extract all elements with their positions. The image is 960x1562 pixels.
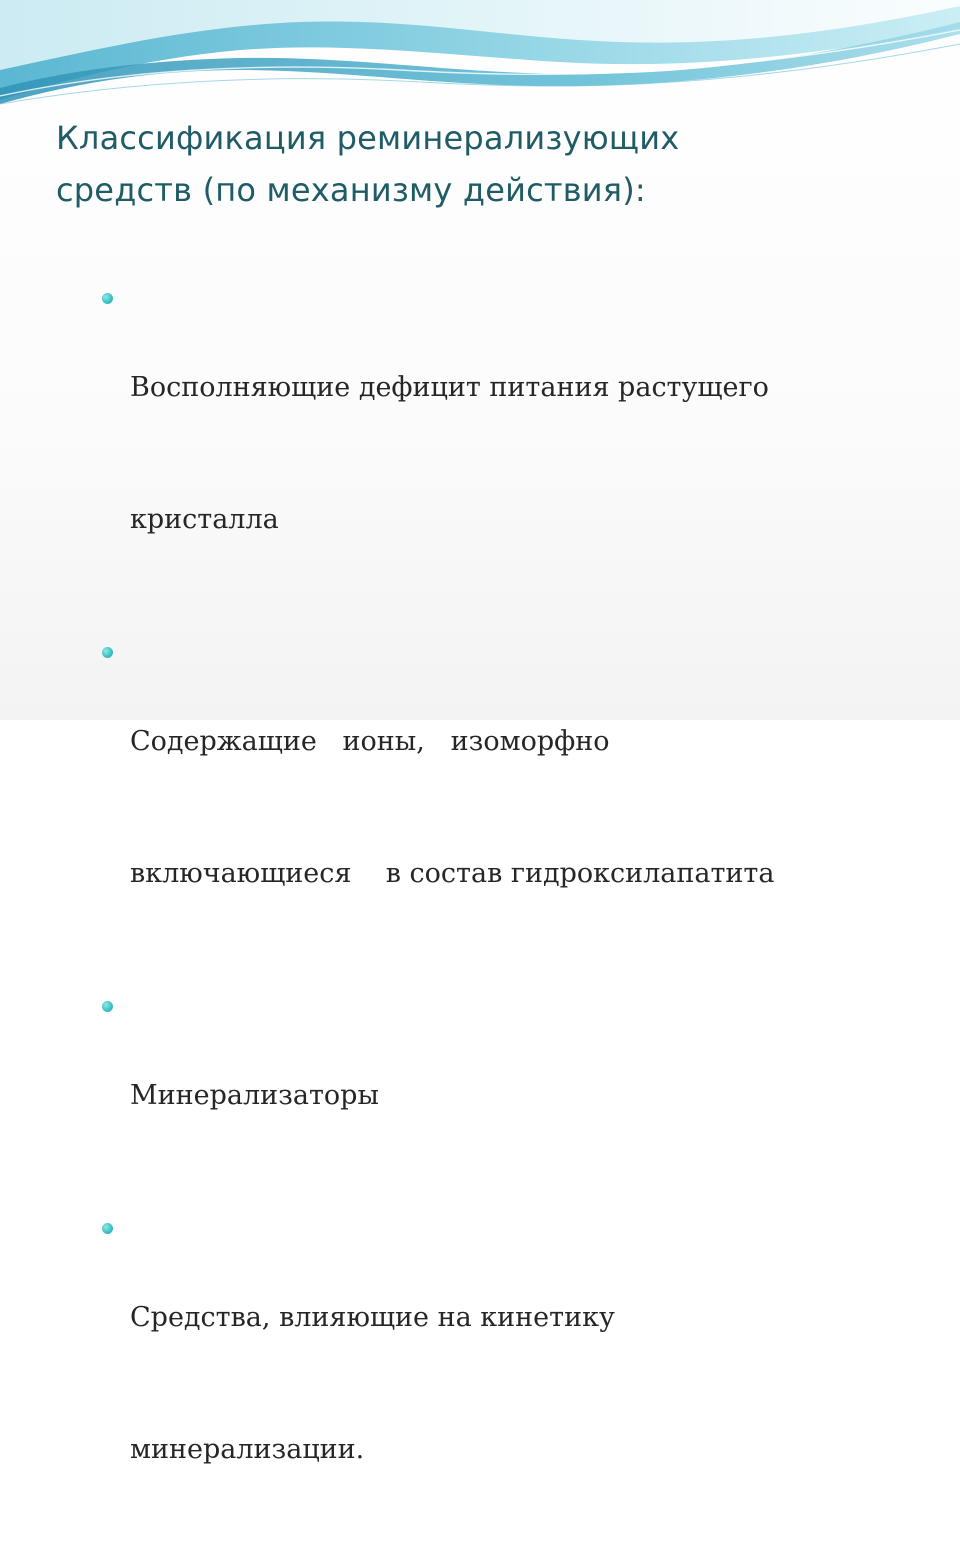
slide-title xyxy=(56,112,916,216)
bullet-dot-icon xyxy=(102,1223,113,1234)
bullet-line: кристалла xyxy=(130,504,279,535)
bullet-list xyxy=(100,278,880,1562)
bullet-text xyxy=(130,1208,880,1560)
bullet-line: минерализации. xyxy=(130,1434,365,1465)
bullet-text xyxy=(130,632,880,984)
bullet-line: Восполняющие дефицит питания растущего xyxy=(130,372,769,403)
title-line: Классификация реминерализующих xyxy=(56,119,680,157)
bullet-line: Средства, влияющие на кинетику xyxy=(130,1302,615,1333)
bullet-dot-icon xyxy=(102,1001,113,1012)
bullet-dot-icon xyxy=(102,647,113,658)
header-wave-decoration xyxy=(0,0,960,120)
bullet-line: включающиеся в состав гидроксилапатита xyxy=(130,858,775,889)
bullet-text xyxy=(130,278,880,630)
list-item xyxy=(100,632,880,984)
bullet-dot-icon xyxy=(102,293,113,304)
bullet-line: Содержащие ионы, изоморфно xyxy=(130,726,610,757)
bullet-text xyxy=(130,986,880,1206)
bullet-line: Минерализаторы xyxy=(130,1080,379,1111)
list-item xyxy=(100,986,880,1206)
title-line: средств (по механизму действия): xyxy=(56,171,646,209)
list-item xyxy=(100,1208,880,1560)
list-item xyxy=(100,278,880,630)
